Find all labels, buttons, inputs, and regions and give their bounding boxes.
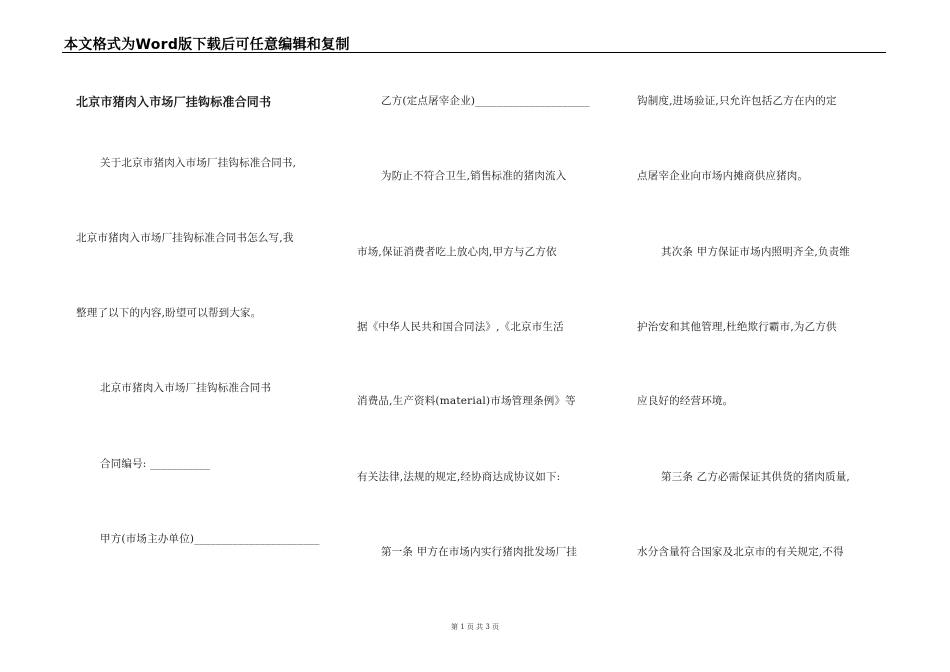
- contract-heading: 北京市猪肉入市场厂挂钩标准合同书: [100, 382, 272, 394]
- paragraph-line: 点屠宰企业向市场内摊商供应猪肉。: [637, 170, 809, 182]
- paragraph-line: 为防止不符合卫生,销售标准的猪肉流入: [381, 170, 567, 182]
- text-column-1: [76, 0, 336, 672]
- article-3-line: 第三条 乙方必需保证其供货的猪肉质量,: [661, 471, 850, 483]
- paragraph-line: 钩制度,进场验证,只允许包括乙方在内的定: [637, 95, 837, 107]
- contract-number-field: 合同编号: ___________: [100, 458, 211, 470]
- paragraph-line: 应良好的经营环境。: [637, 395, 734, 407]
- paragraph-line: 据《中华人民共和国合同法》,《北京市生活: [357, 321, 564, 333]
- party-a-field: 甲方(市场主办单位)_______________________: [100, 533, 320, 545]
- text-column-3: [637, 0, 897, 672]
- article-2-line: 其次条 甲方保证市场内照明齐全,负责维: [661, 246, 850, 258]
- text-column-2: [357, 0, 617, 672]
- paragraph-line: 整理了以下的内容,盼望可以帮到大家。: [76, 307, 262, 319]
- paragraph-line: 市场,保证消费者吃上放心肉,甲方与乙方依: [357, 246, 557, 258]
- paragraph-line: 关于北京市猪肉入市场厂挂钩标准合同书,: [100, 157, 297, 169]
- document-header: 本文格式为Word版下载后可任意编辑和复制: [64, 37, 350, 53]
- paragraph-line: 有关法律,法规的规定,经协商达成协议如下:: [357, 471, 561, 483]
- paragraph-line: 水分含量符合国家及北京市的有关规定,不得: [637, 546, 844, 558]
- party-b-field: 乙方(定点屠宰企业)_____________________: [381, 95, 590, 107]
- document-title: 北京市猪肉入市场厂挂钩标准合同书: [76, 95, 272, 109]
- page-number: 第 1 页 共 3 页: [450, 623, 500, 631]
- paragraph-line: 消费品,生产资料(material)市场管理条例》等: [357, 395, 576, 407]
- article-1-line: 第一条 甲方在市场内实行猪肉批发场厂挂: [381, 546, 578, 558]
- paragraph-line: 北京市猪肉入市场厂挂钩标准合同书怎么写,我: [76, 232, 294, 244]
- paragraph-line: 护治安和其他管理,杜绝欺行霸市,为乙方供: [637, 321, 837, 333]
